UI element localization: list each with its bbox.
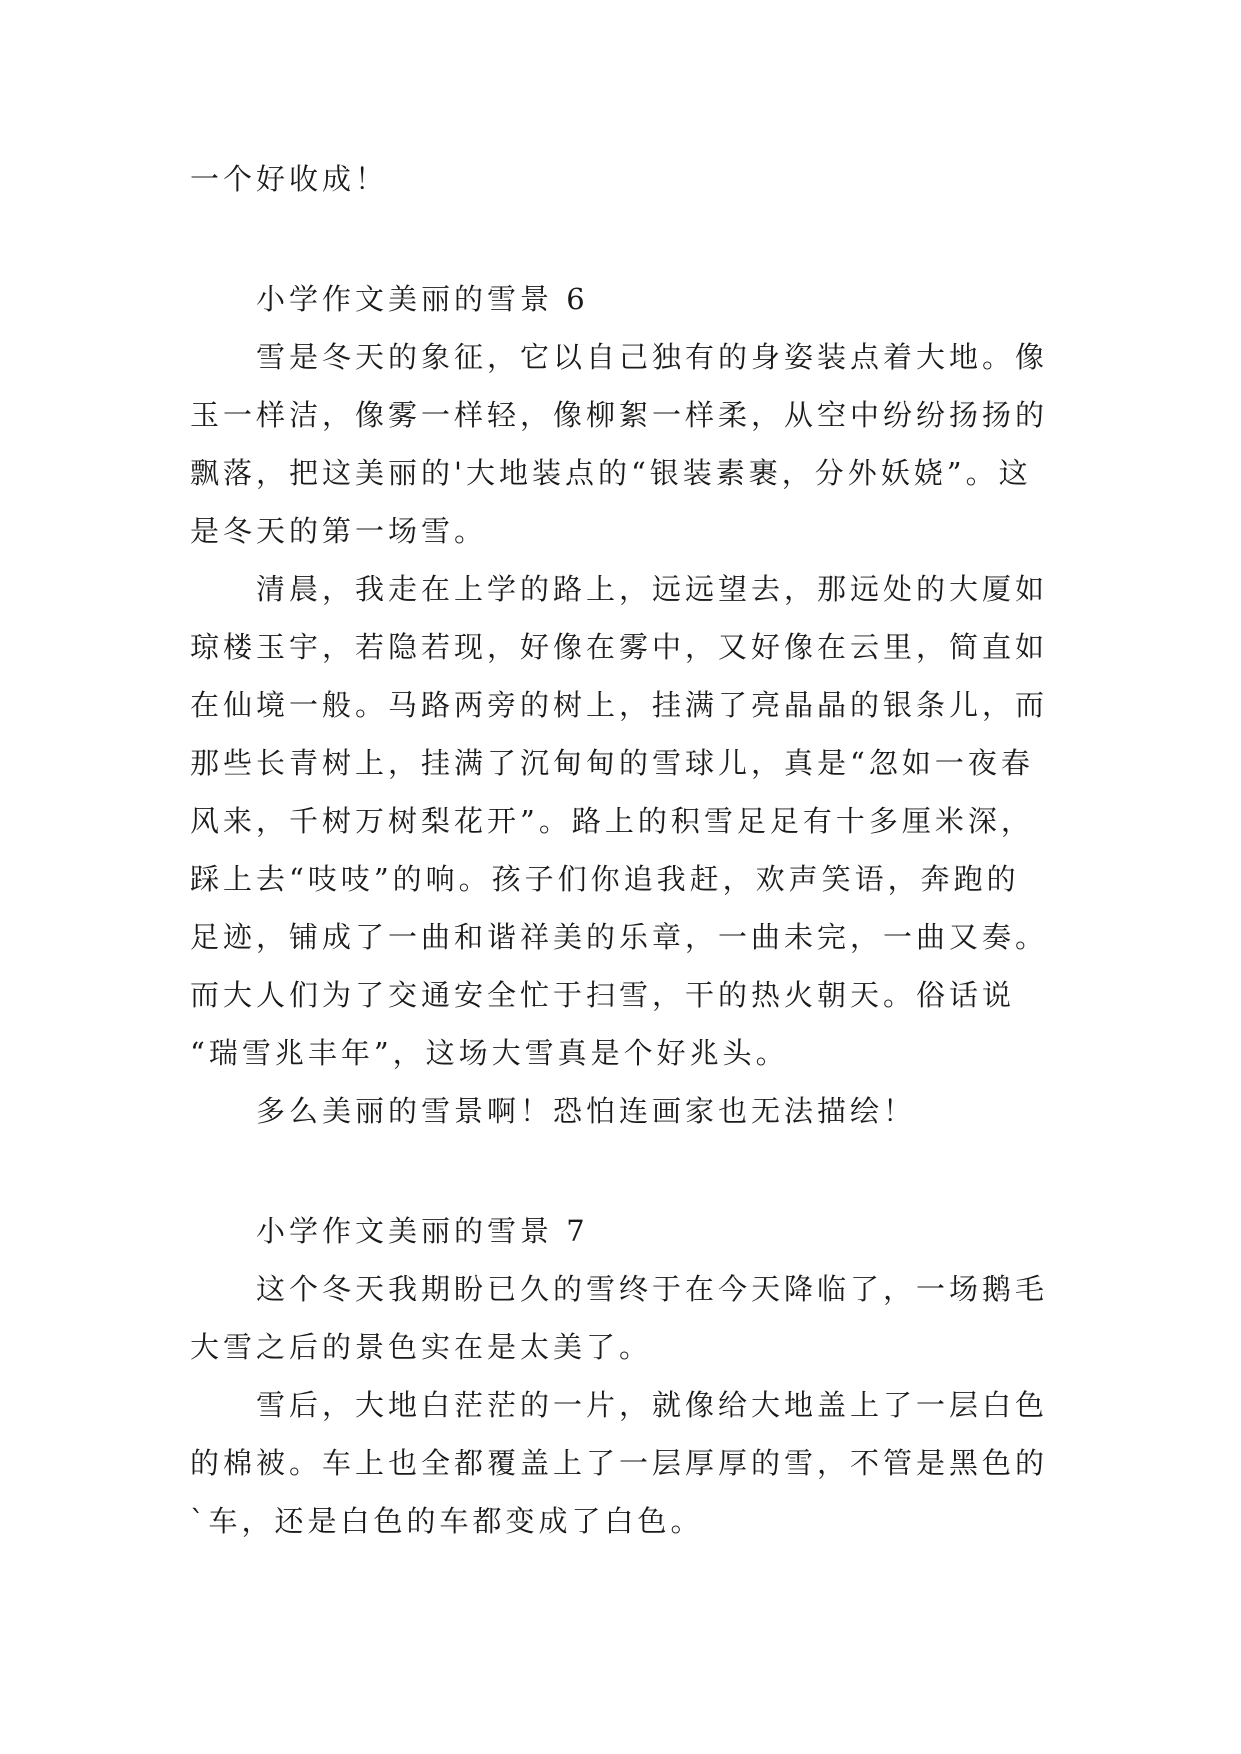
text-line: 清晨，我走在上学的路上，远远望去，那远处的大厦如 bbox=[256, 572, 1049, 606]
text-line: 琼楼玉宇，若隐若现，好像在雾中，又好像在云里，简直如 bbox=[190, 630, 1049, 664]
text-line: 那些长青树上，挂满了沉甸甸的雪球儿，真是“忽如一夜春 bbox=[190, 746, 1034, 780]
essay-section-7 bbox=[190, 1202, 1080, 1550]
text-line: 的棉被。车上也全都覆盖上了一层厚厚的雪，不管是黑色的 bbox=[190, 1446, 1049, 1480]
section-gap bbox=[190, 1140, 1080, 1202]
text-line: 飘落，把这美丽的'大地装点的“银装素裹，分外妖娆”。这 bbox=[190, 456, 1032, 490]
document-page bbox=[190, 150, 1080, 1550]
text-line: 多么美丽的雪景啊！恐怕连画家也无法描绘！ bbox=[256, 1094, 917, 1128]
text-line: `车，还是白色的车都变成了白色。 bbox=[190, 1504, 704, 1538]
text-line: 雪是冬天的象征，它以自己独有的身姿装点着大地。像 bbox=[256, 340, 1049, 374]
text-line: 足迹，铺成了一曲和谐祥美的乐章，一曲未完，一曲又奏。 bbox=[190, 920, 1049, 954]
text-line: 大雪之后的景色实在是太美了。 bbox=[190, 1330, 653, 1364]
text-line: “瑞雪兆丰年”，这场大雪真是个好兆头。 bbox=[190, 1036, 789, 1070]
text-line: 这个冬天我期盼已久的雪终于在今天降临了，一场鹅毛 bbox=[256, 1272, 1049, 1306]
section-title: 小学作文美丽的雪景 6 bbox=[256, 282, 589, 316]
text-line: 雪后，大地白茫茫的一片，就像给大地盖上了一层白色 bbox=[256, 1388, 1049, 1422]
text-line: 玉一样洁，像雾一样轻，像柳絮一样柔，从空中纷纷扬扬的 bbox=[190, 398, 1049, 432]
paragraph bbox=[190, 1082, 1080, 1140]
essay-section-6 bbox=[190, 270, 1080, 1140]
section-title: 小学作文美丽的雪景 7 bbox=[256, 1214, 589, 1248]
continuation-line: 一个好收成！ bbox=[190, 162, 389, 196]
text-line: 风来，千树万树梨花开”。路上的积雪足足有十多厘米深， bbox=[190, 804, 1034, 838]
paragraph bbox=[190, 1260, 1080, 1376]
section-gap bbox=[190, 208, 1080, 270]
text-line: 踩上去“吱吱”的响。孩子们你追我赶，欢声笑语，奔跑的 bbox=[190, 862, 1020, 896]
paragraph bbox=[190, 560, 1080, 1082]
text-line: 是冬天的第一场雪。 bbox=[190, 514, 488, 548]
paragraph bbox=[190, 1376, 1080, 1550]
text-line: 而大人们为了交通安全忙于扫雪，干的热火朝天。俗话说 bbox=[190, 978, 1016, 1012]
paragraph bbox=[190, 328, 1080, 560]
text-line: 在仙境一般。马路两旁的树上，挂满了亮晶晶的银条儿，而 bbox=[190, 688, 1049, 722]
